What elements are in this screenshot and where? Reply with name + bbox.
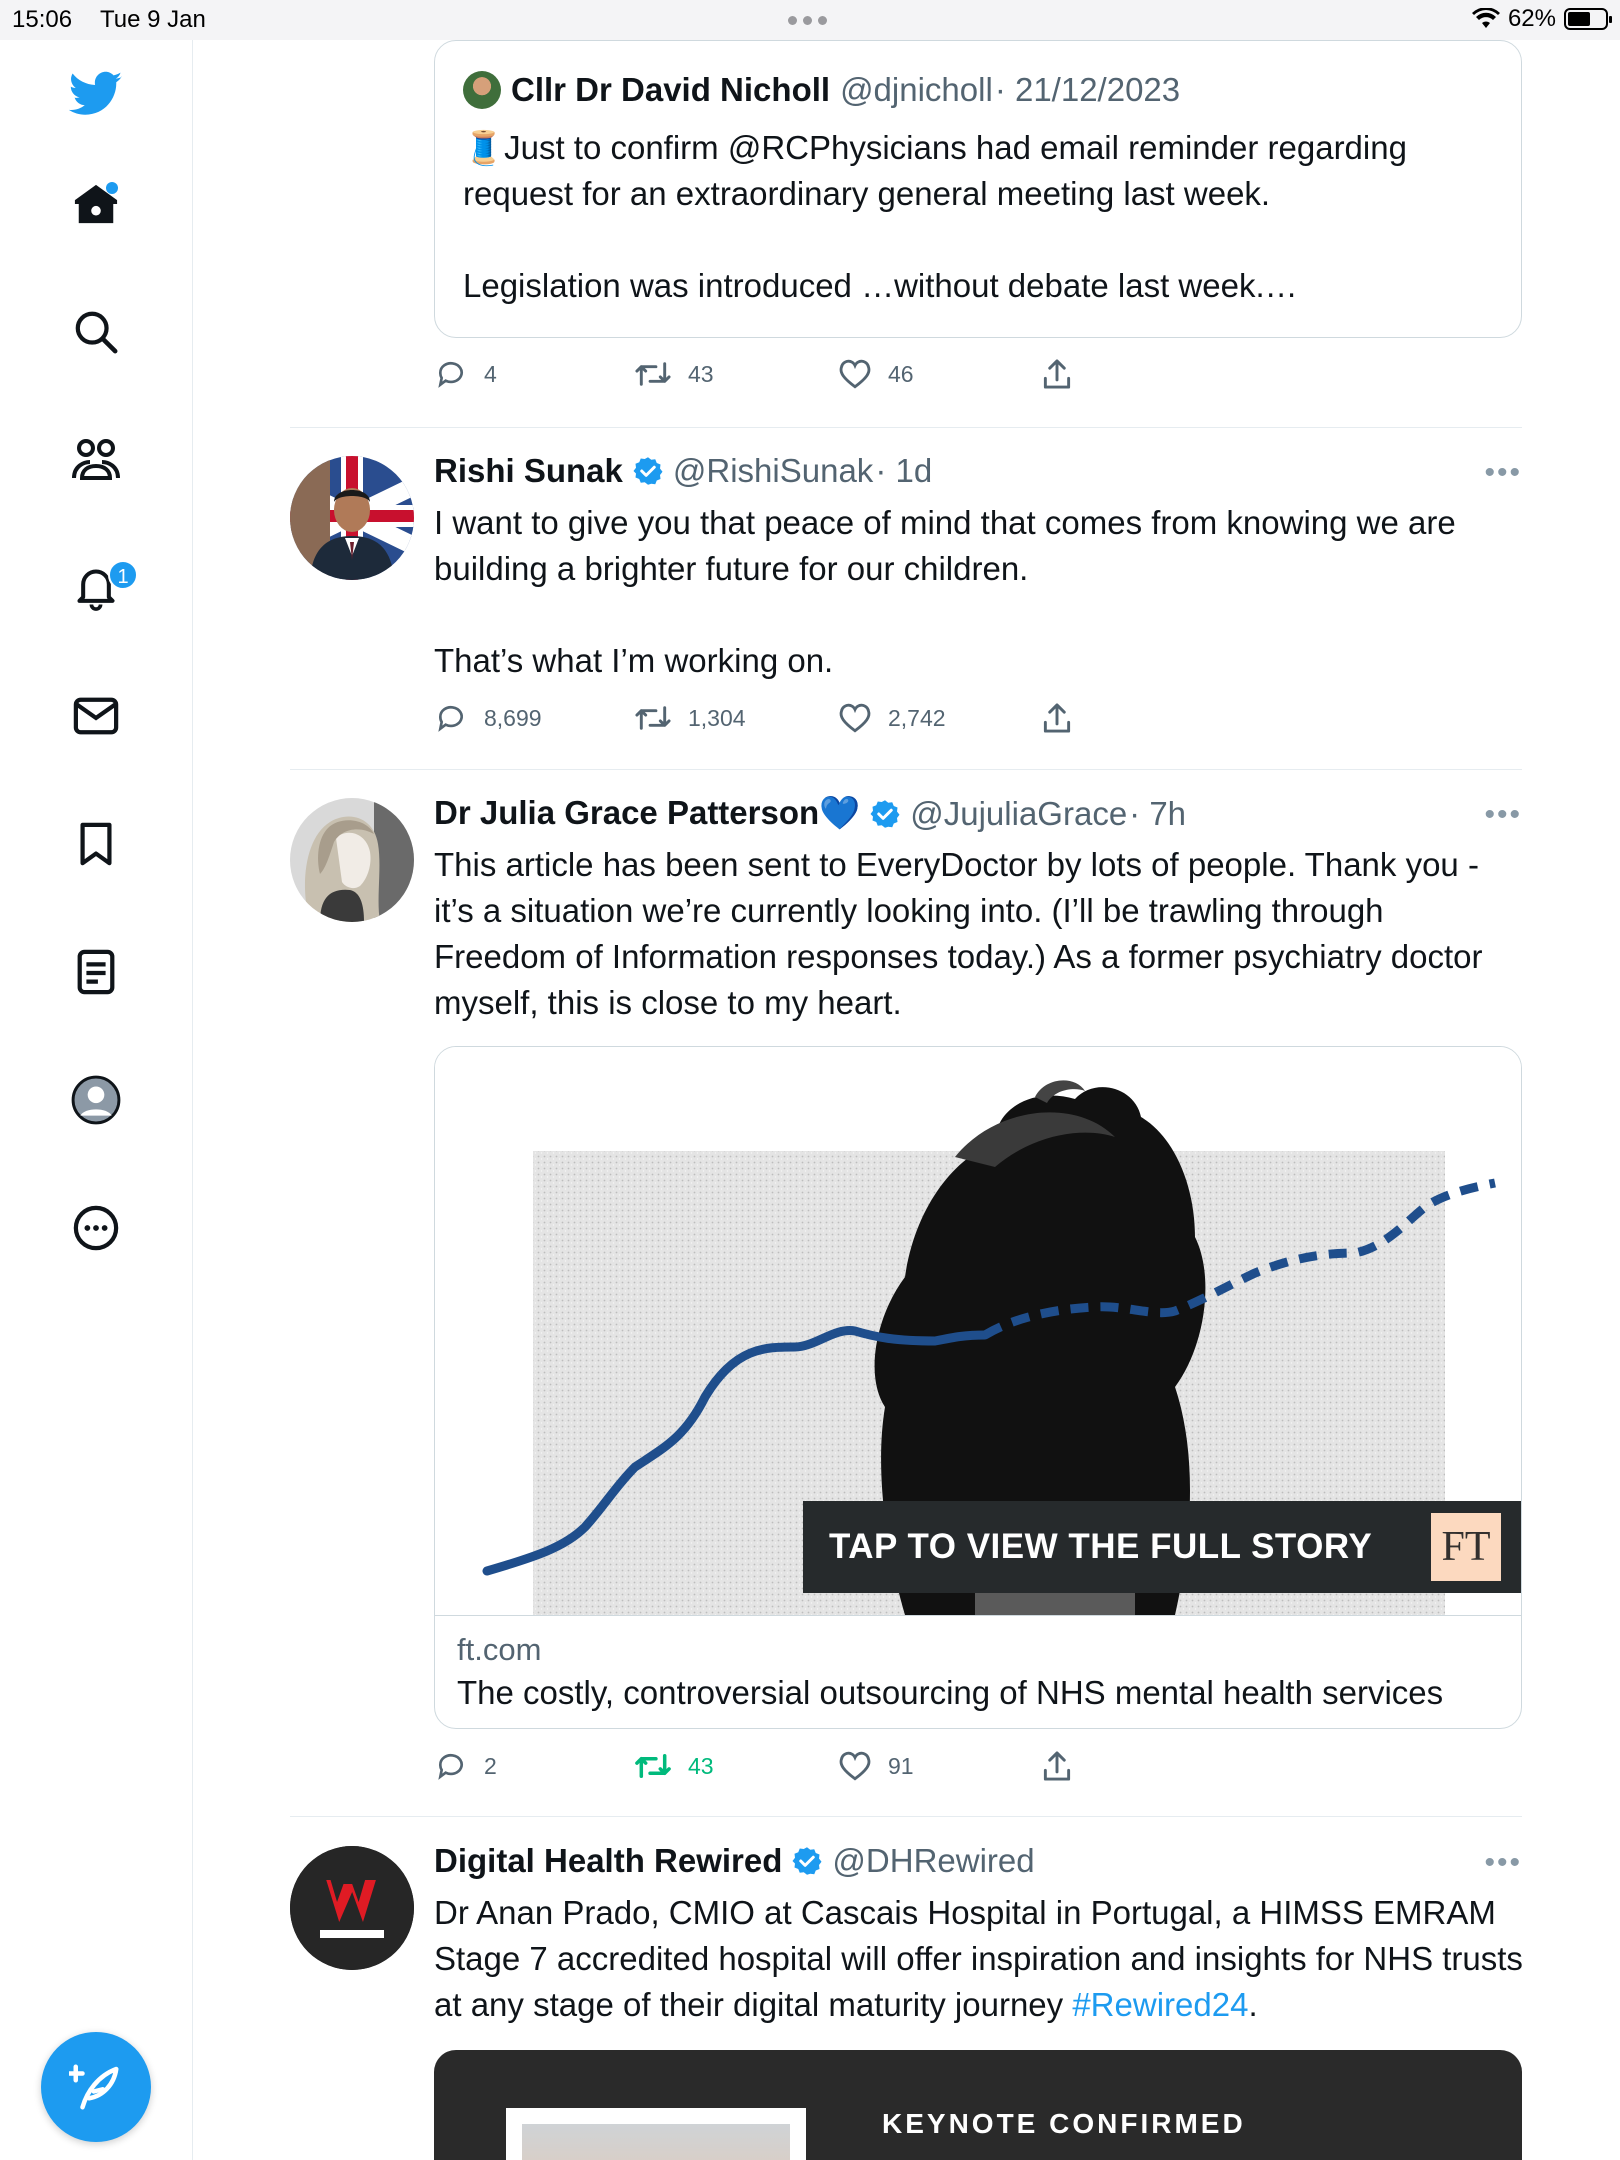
twitter-logo-icon[interactable]: [68, 66, 124, 122]
author-handle[interactable]: @DHRewired: [832, 1842, 1035, 1879]
reply-count: 2: [484, 1752, 497, 1779]
notifications-bell-icon[interactable]: [68, 560, 129, 616]
keynote-label: KEYNOTE CONFIRMED: [882, 2108, 1246, 2139]
quoted-tweet-paragraph: 🧵Just to confirm @RCPhysicians had email reminder regarding request for an extraordinary general meeting last week.: [463, 129, 1407, 212]
home-icon[interactable]: [68, 176, 124, 232]
reply-icon: [434, 702, 468, 734]
tweet-paragraph: That’s what I’m working on.: [434, 642, 834, 679]
tweet-text-end: .: [1248, 1986, 1258, 2023]
quoted-tweet-header: [463, 71, 1180, 109]
hashtag-link[interactable]: #Rewired24: [1072, 1986, 1249, 2023]
quoted-tweet-card[interactable]: [434, 40, 1522, 338]
speaker-photo: [506, 2108, 806, 2160]
retweet-count: 43: [688, 360, 714, 387]
tweet-paragraph: I want to give you that peace of mind that comes from knowing we are building a brighter future for our children.: [434, 504, 1456, 587]
multitasking-dots[interactable]: [788, 16, 827, 25]
notifications-badge: 1: [108, 560, 138, 590]
author-handle[interactable]: @JujuliaGrace: [910, 794, 1128, 832]
status-time: 15:06: [12, 6, 73, 33]
heart-icon: [838, 358, 872, 390]
quoted-author-name: Cllr Dr David Nicholl: [511, 71, 831, 108]
retweet-icon: [634, 1750, 672, 1782]
tweet-text: [434, 500, 1524, 684]
battery-icon: [1564, 8, 1608, 30]
share-icon: [1042, 1750, 1072, 1782]
share-icon: [1042, 358, 1072, 390]
tweet-more-options-icon[interactable]: •••: [1484, 798, 1522, 831]
tweet-header: [434, 452, 932, 490]
more-options-icon[interactable]: [68, 1200, 124, 1256]
tweet-time: · 7h: [1129, 794, 1187, 832]
share-button[interactable]: [1042, 702, 1072, 734]
tweet-header: [434, 794, 1186, 833]
reply-button[interactable]: [434, 702, 542, 734]
verified-badge-icon: [633, 456, 663, 486]
link-preview-meta: [435, 1615, 1522, 1729]
retweet-icon: [634, 358, 672, 390]
reply-button[interactable]: [434, 358, 497, 390]
quoted-tweet-text: [463, 125, 1503, 355]
reply-icon: [434, 358, 468, 390]
retweet-count: 43: [688, 1752, 714, 1779]
bookmarks-icon[interactable]: [68, 816, 124, 872]
tweet-text: [434, 1890, 1524, 2028]
share-icon: [1042, 702, 1072, 734]
author-name[interactable]: Rishi Sunak: [434, 452, 623, 489]
search-icon[interactable]: [68, 304, 124, 360]
tap-to-view-text: TAP TO VIEW THE FULL STORY: [829, 1527, 1373, 1566]
lists-icon[interactable]: [68, 944, 124, 1000]
battery-percent: 62%: [1507, 5, 1556, 32]
wifi-icon: [1472, 8, 1500, 30]
messages-icon[interactable]: [68, 688, 124, 744]
tweet-paragraph: [434, 1890, 1524, 2028]
tweet-time: · 1d: [875, 452, 933, 489]
tweet-text: [434, 842, 1524, 1026]
like-button[interactable]: [838, 1750, 914, 1782]
compose-tweet-button[interactable]: [41, 2032, 151, 2142]
retweet-button[interactable]: [634, 358, 714, 390]
retweet-button[interactable]: [634, 1750, 714, 1782]
status-bar: [0, 0, 1620, 40]
heart-icon: [838, 1750, 872, 1782]
share-button[interactable]: [1042, 358, 1072, 390]
tweet-divider: [290, 769, 1522, 770]
avatar[interactable]: [290, 1846, 414, 1970]
share-button[interactable]: [1042, 1750, 1072, 1782]
sidebar: [0, 40, 193, 2160]
retweet-count: 1,304: [688, 704, 746, 731]
tweet-paragraph: This article has been sent to EveryDoctor by lots of people. Thank you - it’s a situation we’re currently looking into. (I’ll be trawling through Freedom of Information responses today.) As a former psychiatry doctor myself, this is close to my heart.: [434, 846, 1483, 1021]
profile-icon[interactable]: [68, 1072, 124, 1128]
reply-count: 4: [484, 360, 497, 387]
verified-badge-icon: [792, 1846, 822, 1876]
tweet-header: [434, 1842, 1035, 1880]
tweet-media-card[interactable]: [434, 2050, 1522, 2160]
author-handle[interactable]: @RishiSunak: [672, 452, 874, 489]
like-count: 2,742: [888, 704, 946, 731]
heart-icon: [838, 702, 872, 734]
like-button[interactable]: [838, 702, 946, 734]
reply-button[interactable]: [434, 1750, 497, 1782]
status-date: Tue 9 Jan: [100, 6, 206, 33]
like-count: 91: [888, 1752, 914, 1779]
author-name[interactable]: Digital Health Rewired: [434, 1842, 783, 1879]
quoted-author-avatar: [463, 71, 501, 109]
tweet-text-body: Dr Anan Prado, CMIO at Cascais Hospital in Portugal, a HIMSS EMRAM Stage 7 accredited hospital will offer inspiration and insights for NHS trusts at any stage of their digital maturity journey: [434, 1894, 1523, 2023]
tweet-more-options-icon[interactable]: •••: [1484, 1846, 1522, 1879]
verified-badge-icon: [870, 799, 900, 829]
link-preview-card[interactable]: [434, 1046, 1522, 1729]
link-preview-image: [435, 1047, 1522, 1615]
communities-icon[interactable]: [68, 432, 124, 488]
link-domain: ft.com: [457, 1632, 542, 1667]
quoted-author-handle: @djnicholl: [840, 71, 993, 108]
tweet-divider: [290, 1816, 1522, 1817]
tap-to-view-banner[interactable]: [803, 1501, 1522, 1593]
quoted-tweet-paragraph: Legislation was introduced …without debate last week.…: [463, 267, 1298, 304]
quoted-tweet-date: · 21/12/2023: [994, 71, 1181, 108]
tweet-more-options-icon[interactable]: •••: [1484, 456, 1522, 489]
compose-feather-icon: [69, 2060, 123, 2114]
avatar[interactable]: [290, 798, 414, 922]
reply-count: 8,699: [484, 704, 542, 731]
author-name[interactable]: Dr Julia Grace Patterson💙: [434, 794, 861, 831]
retweet-button[interactable]: [634, 702, 746, 734]
retweet-icon: [634, 702, 672, 734]
ft-logo: FT: [1431, 1513, 1501, 1581]
link-title: The costly, controversial outsourcing of NHS mental health services: [457, 1674, 1444, 1711]
reply-icon: [434, 1750, 468, 1782]
home-unread-dot: [106, 182, 118, 194]
tweet-divider: [290, 427, 1522, 428]
like-button[interactable]: [838, 358, 914, 390]
avatar[interactable]: [290, 456, 414, 580]
status-right: [1472, 5, 1608, 33]
like-count: 46: [888, 360, 914, 387]
